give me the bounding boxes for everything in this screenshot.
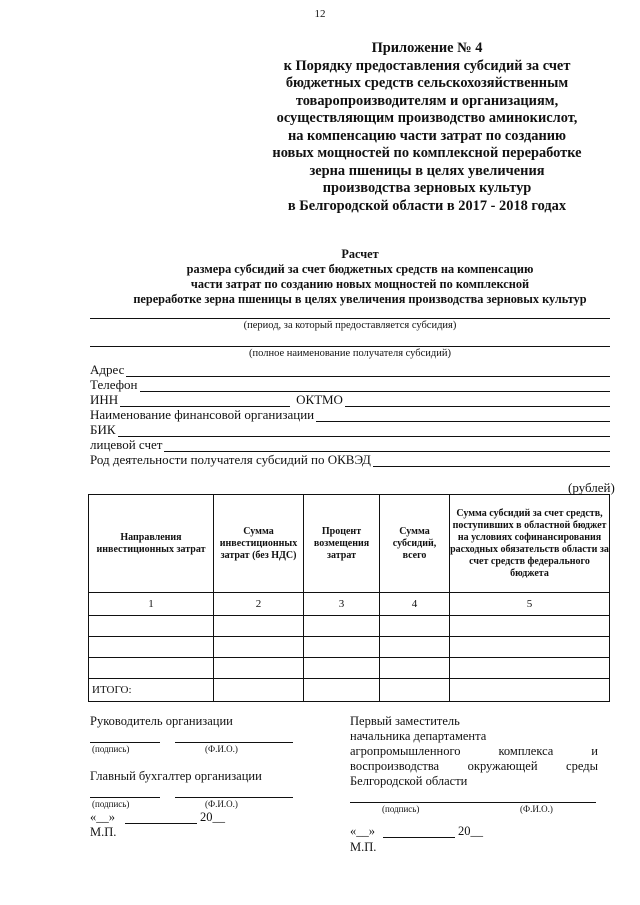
left-date-line[interactable] <box>125 823 197 824</box>
table-cell[interactable] <box>450 637 610 658</box>
table-total-row <box>89 679 610 702</box>
table-cell[interactable] <box>450 616 610 637</box>
table-cell[interactable] <box>380 658 450 679</box>
head-fio-line[interactable] <box>175 742 293 743</box>
bik-label: БИК <box>90 422 116 437</box>
currency-note: (рублей) <box>568 480 615 495</box>
appendix-line: бюджетных средств сельскохозяйственным <box>285 75 569 91</box>
table-cell[interactable] <box>304 679 380 702</box>
table-cell[interactable] <box>214 679 304 702</box>
deputy-title-word: комплекса <box>498 744 554 758</box>
head-sign-caption: (подпись) <box>92 744 130 754</box>
deputy-title-word: окружающей <box>467 759 538 773</box>
left-date-open: «__» <box>90 810 115 824</box>
inn-oktmo-field[interactable] <box>90 392 610 407</box>
table-cell[interactable] <box>89 658 214 679</box>
table-cell[interactable] <box>89 637 214 658</box>
deputy-title-word: агропромышленного <box>350 744 461 758</box>
deputy-title-line: Первый заместитель <box>350 714 460 728</box>
head-of-organization-label: Руководитель организации <box>90 714 233 728</box>
header-investment-sum: Сумма инвестиционных затрат (без НДС) <box>214 495 304 593</box>
right-date-open: «__» <box>350 824 375 838</box>
deputy-title-line <box>350 744 598 759</box>
deputy-title-word: среды <box>566 759 598 773</box>
okved-label: Род деятельности получателя субсидий по ОКВЭД <box>90 452 371 467</box>
header-subsidy-total: Сумма субсидий, всего <box>380 495 450 593</box>
bank-input-line[interactable] <box>316 411 610 422</box>
appendix-header <box>262 40 592 215</box>
recipient-line[interactable] <box>90 346 610 347</box>
appendix-line: в Белгородской области в 2017 - 2018 годах <box>287 197 567 214</box>
head-fio-caption: (Ф.И.О.) <box>205 744 238 754</box>
column-number: 1 <box>89 593 214 616</box>
header-federal-subsidy: Сумма субсидий за счет средств, поступивших в областной бюджет на условиях софинансирования расходных обязательств области за счет средств федерального бюджета <box>450 495 610 593</box>
bik-input-line[interactable] <box>118 426 610 437</box>
chief-accountant-label: Главный бухгалтер организации <box>90 769 262 783</box>
header-directions: Направления инвестиционных затрат <box>89 495 214 593</box>
address-field[interactable] <box>90 362 610 377</box>
right-stamp: М.П. <box>350 840 377 854</box>
address-input-line[interactable] <box>126 366 610 377</box>
total-label: ИТОГО: <box>89 679 214 702</box>
appendix-line: Приложение № 4 <box>371 40 483 56</box>
recipient-caption: (полное наименование получателя субсидий) <box>249 348 451 359</box>
deputy-title-word: воспроизводства <box>350 759 440 773</box>
title-line: части затрат по созданию новых мощностей по комплексной <box>190 277 530 291</box>
appendix-line: зерна пшеницы в целях увеличения <box>309 162 545 179</box>
deputy-title-word: и <box>591 744 598 758</box>
accountant-fio-line[interactable] <box>175 797 293 798</box>
oktmo-input-line[interactable] <box>345 396 610 407</box>
appendix-line: на компенсацию части затрат по созданию <box>287 127 567 144</box>
deputy-title-line <box>350 759 598 774</box>
table-header-row <box>89 495 610 593</box>
left-stamp: М.П. <box>90 825 117 839</box>
deputy-title-line: начальника департамента <box>350 729 487 743</box>
bik-field[interactable] <box>90 422 610 437</box>
table-cell[interactable] <box>304 658 380 679</box>
appendix-line: к Порядку предоставления субсидий за счет <box>283 57 571 74</box>
okved-field[interactable] <box>90 452 610 467</box>
left-date-year: 20__ <box>200 810 225 824</box>
title-line: размера субсидий за счет бюджетных средств на компенсацию <box>186 262 534 276</box>
column-number: 4 <box>380 593 450 616</box>
table-cell[interactable] <box>214 616 304 637</box>
account-input-line[interactable] <box>164 441 610 452</box>
address-label: Адрес <box>90 362 125 377</box>
document-title <box>60 247 640 307</box>
table-cell[interactable] <box>450 679 610 702</box>
phone-field[interactable] <box>90 377 610 392</box>
account-field[interactable] <box>90 437 610 452</box>
phone-label: Телефон <box>90 377 138 392</box>
appendix-line: осуществляющим производство аминокислот, <box>276 110 578 126</box>
period-caption: (период, за который предоставляется субсидия) <box>243 320 457 331</box>
table-cell[interactable] <box>89 616 214 637</box>
table-row <box>89 616 610 637</box>
column-number: 5 <box>450 593 610 616</box>
appendix-line: производства зерновых культур <box>322 180 532 196</box>
inn-label: ИНН <box>90 392 119 407</box>
bank-field[interactable] <box>90 407 610 422</box>
bank-label: Наименование финансовой организации <box>90 407 315 422</box>
right-date-line[interactable] <box>383 837 455 838</box>
table-cell[interactable] <box>304 616 380 637</box>
column-number: 3 <box>304 593 380 616</box>
accountant-sign-line[interactable] <box>90 797 160 798</box>
subsidy-table <box>88 494 610 702</box>
header-refund-percent: Процент возмещения затрат <box>304 495 380 593</box>
table-cell[interactable] <box>380 637 450 658</box>
head-sign-line[interactable] <box>90 742 160 743</box>
table-cell[interactable] <box>214 658 304 679</box>
table-cell[interactable] <box>304 637 380 658</box>
oktmo-label: ОКТМО <box>296 392 343 407</box>
right-date-year: 20__ <box>458 824 483 838</box>
table-cell[interactable] <box>450 658 610 679</box>
okved-input-line[interactable] <box>373 456 610 467</box>
table-cell[interactable] <box>380 679 450 702</box>
appendix-line: новых мощностей по комплексной переработке <box>272 145 582 161</box>
accountant-sign-caption: (подпись) <box>92 799 130 809</box>
table-number-row <box>89 593 610 616</box>
inn-input-line[interactable] <box>120 396 290 407</box>
page-number: 12 <box>314 8 326 20</box>
table-cell[interactable] <box>380 616 450 637</box>
table-cell[interactable] <box>214 637 304 658</box>
account-label: лицевой счет <box>90 437 163 452</box>
table-row <box>89 658 610 679</box>
deputy-sign-line[interactable] <box>350 802 596 803</box>
deputy-title-line: Белгородской области <box>350 774 468 788</box>
period-line[interactable] <box>90 318 610 319</box>
appendix-line: товаропроизводителям и организациям, <box>295 92 559 109</box>
deputy-sign-caption: (подпись) <box>382 804 420 814</box>
column-number: 2 <box>214 593 304 616</box>
title-line: переработке зерна пшеницы в целях увеличения производства зерновых культур <box>133 292 587 306</box>
accountant-fio-caption: (Ф.И.О.) <box>205 799 238 809</box>
title-heading: Расчет <box>341 247 379 261</box>
deputy-fio-caption: (Ф.И.О.) <box>520 804 553 814</box>
table-row <box>89 637 610 658</box>
phone-input-line[interactable] <box>140 381 610 392</box>
